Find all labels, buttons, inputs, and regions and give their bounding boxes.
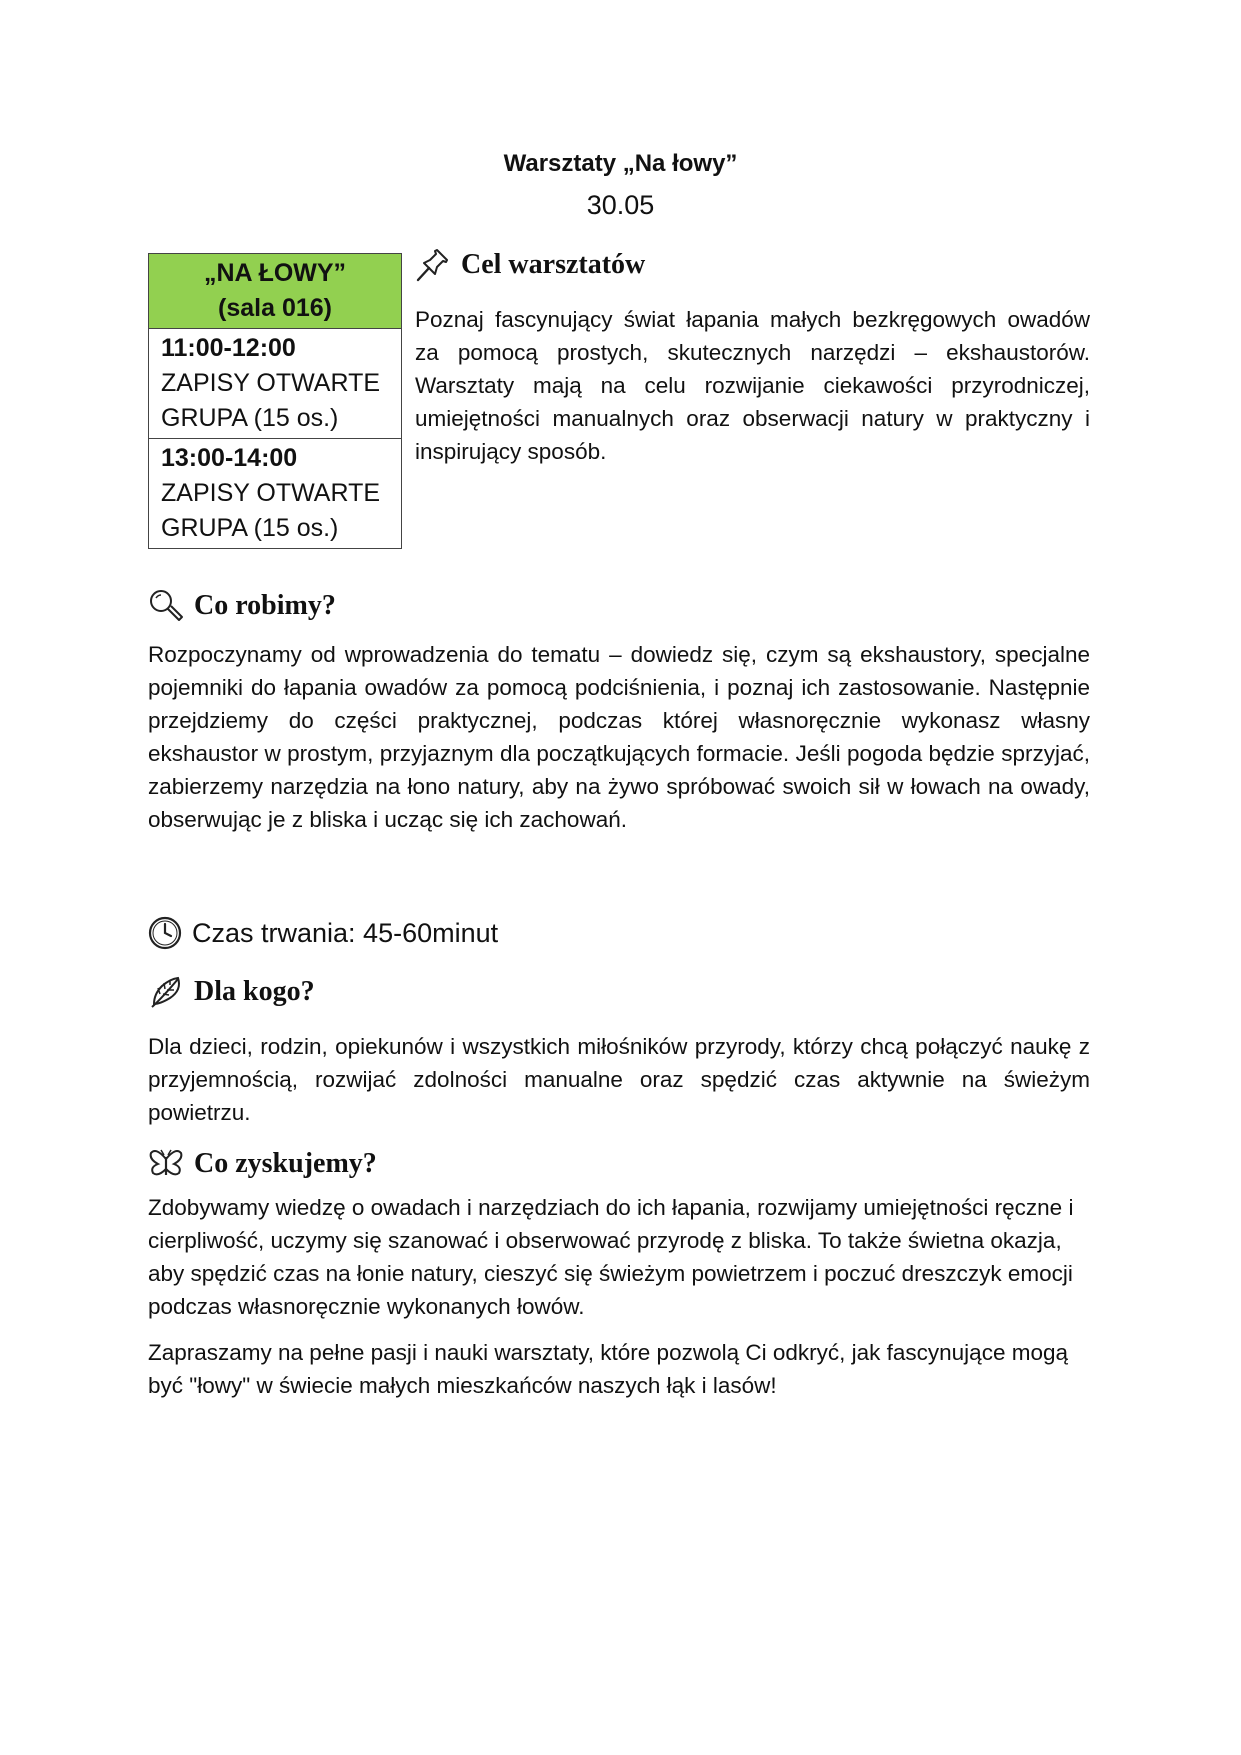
goal-text: Poznaj fascynujący świat łapania małych bezkręgowych owadów za pomocą prostych, skutecznych narzędzi – ekshaustorów. Warsztaty mają na celu rozwijanie ciekawości przyrodniczej, umiejętności manualnych oraz obserwacji natury w praktyczny i inspirujący sposób. — [415, 307, 1090, 464]
schedule-slot — [149, 439, 402, 549]
slot-time: 11:00-12:00 — [161, 334, 296, 362]
duration-line — [148, 916, 498, 950]
audience-heading-text: Dla kogo? — [194, 976, 315, 1007]
page-title: Warsztaty „Na łowy” — [503, 150, 738, 177]
goal-heading — [415, 248, 645, 282]
goal-heading-text: Cel warsztatów — [461, 249, 646, 280]
activities-text: Rozpoczynamy od wprowadzenia do tematu – dowiedz się, czym są ekshaustory, specjalne pojemniki do łapania owadów za pomocą podciśnienia, i poznaj ich zastosowanie. Następnie przejdziemy do części praktycznej, podczas której własnoręcznie wykonasz własny ekshaustor w prostym, przyjaznym dla początkujących formacie. Jeśli pogoda będzie sprzyjać, zabierzemy narzędzia na łono natury, aby na żywo spróbować swoich sił w łowach na owady, obserwując je z bliska i ucząc się ich zachowań. — [148, 642, 1090, 832]
pushpin-icon — [415, 248, 451, 282]
clock-icon — [148, 916, 182, 950]
schedule-header — [149, 254, 402, 329]
schedule-name: „NA ŁOWY” — [203, 259, 347, 287]
benefits-text: Zdobywamy wiedzę o owadach i narzędziach do ich łapania, rozwijamy umiejętności ręczne i cierpliwość, uczymy się szanować i obserwować przyrodę z bliska. To także świetna okazja, aby spędzić czas na łonie natury, cieszyć się świeżym powietrzem i poczuć dreszczyk emocji podczas własnoręcznie wykonanych łowów. — [148, 1195, 1074, 1319]
benefits-heading-text: Co zyskujemy? — [194, 1148, 377, 1179]
schedule-slot — [149, 329, 402, 439]
schedule-table — [148, 253, 402, 549]
slot-status: ZAPISY OTWARTE — [161, 369, 381, 397]
audience-heading — [148, 974, 315, 1010]
slot-status: ZAPISY OTWARTE — [161, 479, 381, 507]
slot-group: GRUPA (15 os.) — [161, 514, 339, 542]
butterfly-icon — [148, 1149, 184, 1179]
benefits-heading — [148, 1148, 377, 1180]
schedule-room: (sala 016) — [218, 294, 332, 322]
activities-heading — [148, 588, 336, 624]
audience-text: Dla dzieci, rodzin, opiekunów i wszystkich miłośników przyrody, którzy chcą połączyć naukę z przyjemnością, rozwijać zdolności manualne oraz spędzić czas aktywnie na świeżym powietrzu. — [148, 1034, 1090, 1125]
magnifier-icon — [148, 588, 184, 624]
closing-text: Zapraszamy na pełne pasji i nauki warsztaty, które pozwolą Ci odkryć, jak fascynujące mogą być "łowy" w świecie małych mieszkańców naszych łąk i lasów! — [148, 1340, 1068, 1398]
slot-group: GRUPA (15 os.) — [161, 404, 339, 432]
slot-time: 13:00-14:00 — [161, 444, 298, 472]
event-date: 30.05 — [586, 190, 655, 220]
duration-text: Czas trwania: 45-60minut — [192, 917, 499, 948]
activities-heading-text: Co robimy? — [194, 590, 336, 621]
leaf-icon — [148, 974, 184, 1010]
